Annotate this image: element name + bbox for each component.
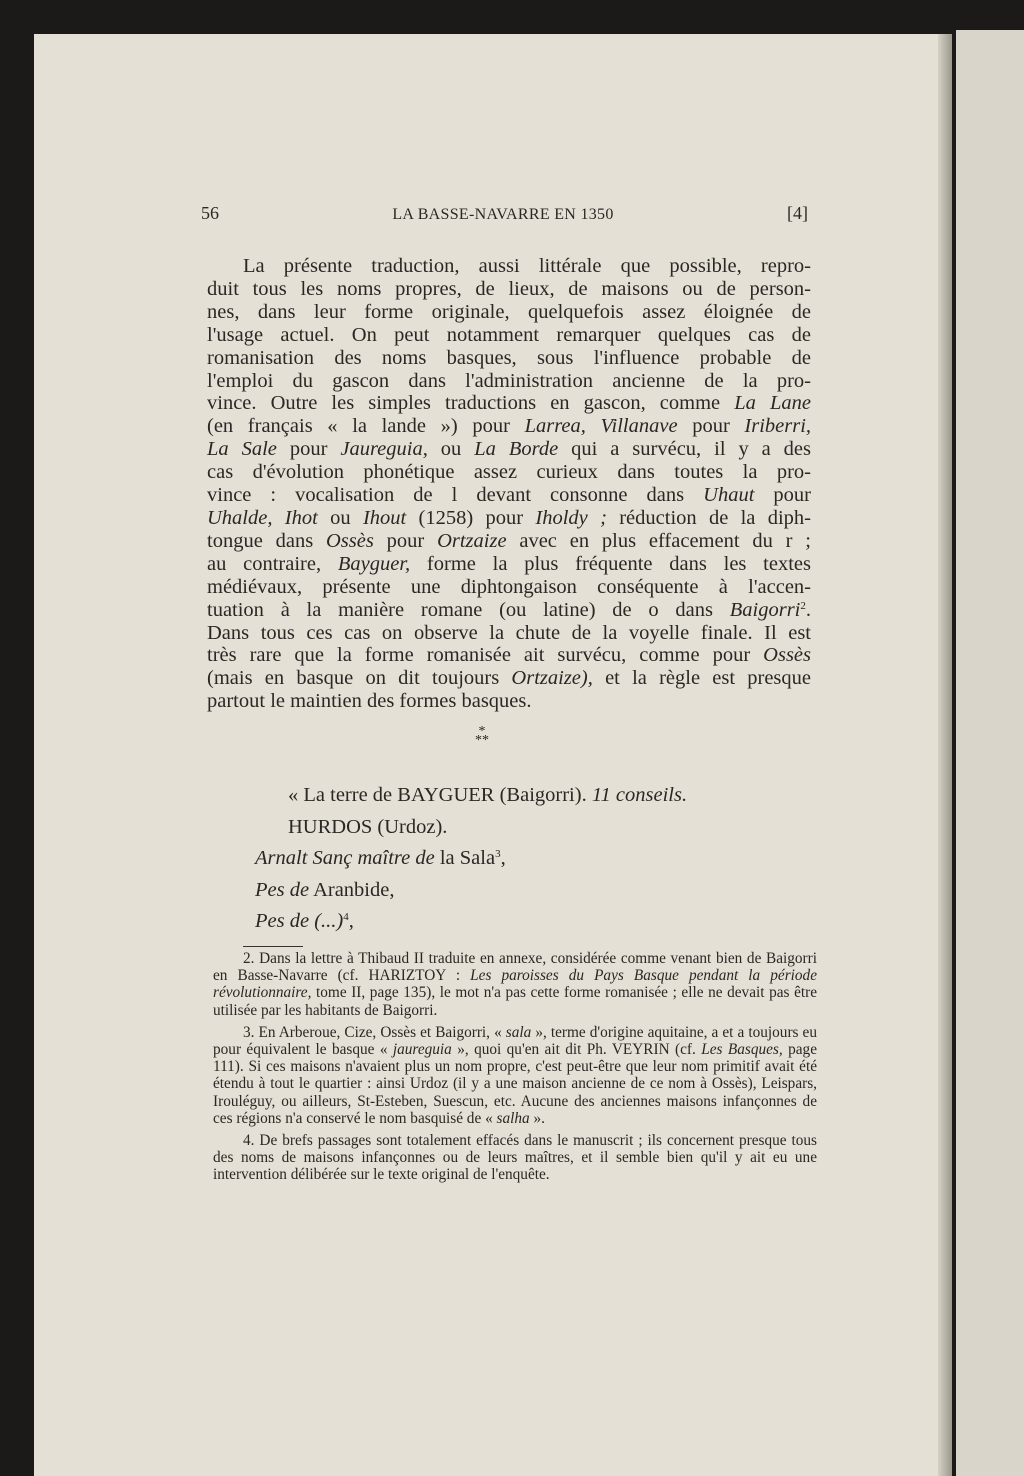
italic-text: Ortzaize xyxy=(437,529,507,552)
text-line xyxy=(207,690,811,713)
text-run: pour xyxy=(276,438,341,461)
text-line xyxy=(207,576,811,599)
text-line xyxy=(207,415,811,438)
text-run: forme la plus fréquente dans les textes xyxy=(410,552,811,575)
text-line xyxy=(207,644,811,667)
text-run: Aranbide, xyxy=(309,878,395,901)
text-run: duit tous les noms propres, de lieux, de maisons ou de person- xyxy=(207,277,811,300)
transcription-excerpt xyxy=(255,780,687,938)
text-run: ou xyxy=(317,506,363,529)
section-separator: * ** xyxy=(475,724,489,748)
text-line xyxy=(207,461,811,484)
italic-text: Arnalt Sanç maître de xyxy=(255,847,435,869)
text-line xyxy=(207,599,811,622)
text-run: 4. De brefs passages sont totalement effacés dans le manuscrit ; ils concernent presque tous des noms de maisons infançonnes ou de leurs maîtres, et il semble bien qu'il y ait eu une intervention délibérée sur le texte original de l'enquête. xyxy=(213,1132,817,1184)
text-run: médiévaux, présente une diphtongaison conséquente à l'accen- xyxy=(207,575,811,598)
text-run: très rare que la forme romanisée ait survécu, comme pour xyxy=(207,644,764,667)
text-run: et la règle est presque xyxy=(592,667,811,690)
italic-text: Uhaut xyxy=(703,484,755,507)
text-run: tome II, page 135), le mot n'a pas cette forme romanisée ; elle ne devait pas être utilisée par les habitants de Baigorri. xyxy=(213,984,817,1019)
text-line xyxy=(207,392,811,415)
text-line xyxy=(207,530,811,553)
book-page xyxy=(34,34,946,1476)
text-line xyxy=(207,370,811,393)
text-run: ». xyxy=(529,1109,545,1127)
text-run: . xyxy=(805,598,811,621)
italic-text: sala xyxy=(505,1023,532,1041)
running-title: LA BASSE-NAVARRE EN 1350 xyxy=(392,206,614,223)
italic-text: salha xyxy=(496,1109,530,1127)
text-run: pour xyxy=(754,484,812,507)
italic-text: Baigorri xyxy=(729,598,801,621)
text-run: l'usage actuel. On peut notamment remarquer quelques cas de xyxy=(207,323,811,346)
italic-text: Iriberri, xyxy=(744,415,812,438)
text-line xyxy=(207,667,811,690)
text-line xyxy=(207,553,811,576)
body-paragraph xyxy=(207,255,811,713)
text-run: nes, dans leur forme originale, quelquefois assez éloignée de xyxy=(207,300,811,323)
text-run: au contraire, xyxy=(207,552,338,575)
text-run: , xyxy=(348,910,354,932)
text-run: Dans tous ces cas on observe la chute de la voyelle finale. Il est xyxy=(207,621,811,644)
text-run: », terme d'origine aquitaine, a et a toujours eu pour équivalent le basque « xyxy=(213,1023,817,1059)
text-run: tuation à la manière romane (ou latine) de o dans xyxy=(207,598,730,621)
excerpt-line xyxy=(288,780,687,812)
text-run: romanisation des noms basques, sous l'influence probable de xyxy=(207,346,811,369)
text-run: cas d'évolution phonétique assez curieux dans toutes la pro- xyxy=(207,461,811,484)
italic-text: Ossès xyxy=(763,644,811,667)
footnote-ref: 3 xyxy=(495,848,501,860)
text-line xyxy=(207,301,811,324)
italic-text: La Lane xyxy=(734,392,812,415)
excerpt-line xyxy=(255,875,687,907)
text-line xyxy=(207,622,811,645)
section-number: [4] xyxy=(787,203,808,223)
text-line xyxy=(207,324,811,347)
italic-text: Bayguer, xyxy=(337,552,411,575)
text-run: ou xyxy=(427,438,475,461)
excerpt-line xyxy=(255,906,687,938)
running-header xyxy=(201,203,808,224)
text-run: « La terre de BAYGUER (Baigorri). xyxy=(288,784,592,806)
excerpt-line xyxy=(288,812,687,844)
excerpt-line xyxy=(255,843,687,875)
text-run: (en français « la lande ») pour xyxy=(207,415,525,438)
italic-text: Les Basques, xyxy=(701,1041,783,1059)
footnote xyxy=(213,950,817,1019)
italic-text: Les paroisses du Pays Basque pendant la période révolutionnaire, xyxy=(213,967,817,1002)
text-run: l'emploi du gascon dans l'administration ancienne de la pro- xyxy=(207,369,811,392)
italic-text: jaureguia xyxy=(392,1041,452,1059)
text-run: qui a survécu, il y a des xyxy=(558,438,812,461)
text-line xyxy=(207,484,811,507)
italic-text: Uhalde, Ihot xyxy=(207,506,318,529)
footnote-rule xyxy=(243,946,303,947)
text-run: page 111). Si ces maisons n'avaient plus un nom propre, c'est peut-être que leur nom primitif avait été étendu à tout le quartier : ainsi Urdoz (il y a une maison ancienne de ce nom à Ossès), Leispars, Irouléguy, ou ailleurs, St-Esteben, Suescun, etc. Aucune des anciennes maisons infançonnes de ces régions n'a conservé le nom basquisé de « xyxy=(213,1041,817,1127)
footnote-ref: 2 xyxy=(800,599,806,612)
italic-text: Larrea, Villanave xyxy=(524,415,678,438)
footnote xyxy=(213,1132,817,1184)
text-line xyxy=(207,507,811,530)
text-run: réduction de la diph- xyxy=(606,506,811,529)
text-run: 3. En Arberoue, Cize, Ossès et Baigorri, « xyxy=(243,1023,506,1041)
text-run: », quoi qu'en ait dit Ph. VEYRIN (cf. xyxy=(451,1041,702,1059)
text-line xyxy=(207,255,811,278)
page-gutter xyxy=(938,34,952,1476)
text-run: la Sala xyxy=(434,847,496,869)
text-run: vince. Outre les simples traductions en gascon, comme xyxy=(207,392,735,415)
text-run: tongue dans xyxy=(207,529,326,552)
italic-text: Pes de (...) xyxy=(255,910,344,932)
page-number: 56 xyxy=(201,203,219,223)
italic-text: Pes de xyxy=(255,878,310,901)
footnote-ref: 4 xyxy=(343,911,349,923)
italic-text: Ossès xyxy=(326,529,374,552)
text-line xyxy=(207,438,811,461)
italic-text: Ortzaize), xyxy=(511,667,593,690)
italic-text: 11 conseils. xyxy=(591,784,688,806)
italic-text: Ihout xyxy=(362,506,407,529)
italic-text: La Borde xyxy=(474,438,559,461)
next-page-edge xyxy=(956,30,1024,1476)
italic-text: La Sale xyxy=(207,438,277,461)
text-run: avec en plus effacement du r ; xyxy=(506,529,812,552)
text-run: (mais en basque on dit toujours xyxy=(207,667,512,690)
text-run: vince : vocalisation de l devant consonne dans xyxy=(207,484,704,507)
text-run: pour xyxy=(373,529,438,552)
text-run: partout le maintien des formes basques. xyxy=(207,690,532,713)
text-run: HURDOS (Urdoz). xyxy=(288,815,448,838)
text-run: 2. Dans la lettre à Thibaud II traduite en annexe, considérée comme venant bien de Baigorri en Basse-Navarre (cf. HARIZTOY : xyxy=(213,950,817,985)
italic-text: Iholdy ; xyxy=(535,506,607,529)
text-line xyxy=(207,347,811,370)
footnote xyxy=(213,1024,817,1127)
italic-text: Jaureguia, xyxy=(340,438,428,461)
text-run: , xyxy=(500,847,506,869)
text-line xyxy=(207,278,811,301)
text-run: pour xyxy=(677,415,745,438)
footnotes xyxy=(213,950,817,1189)
text-run: (1258) pour xyxy=(406,506,536,529)
text-run: La présente traduction, aussi littérale que possible, repro- xyxy=(243,255,811,277)
